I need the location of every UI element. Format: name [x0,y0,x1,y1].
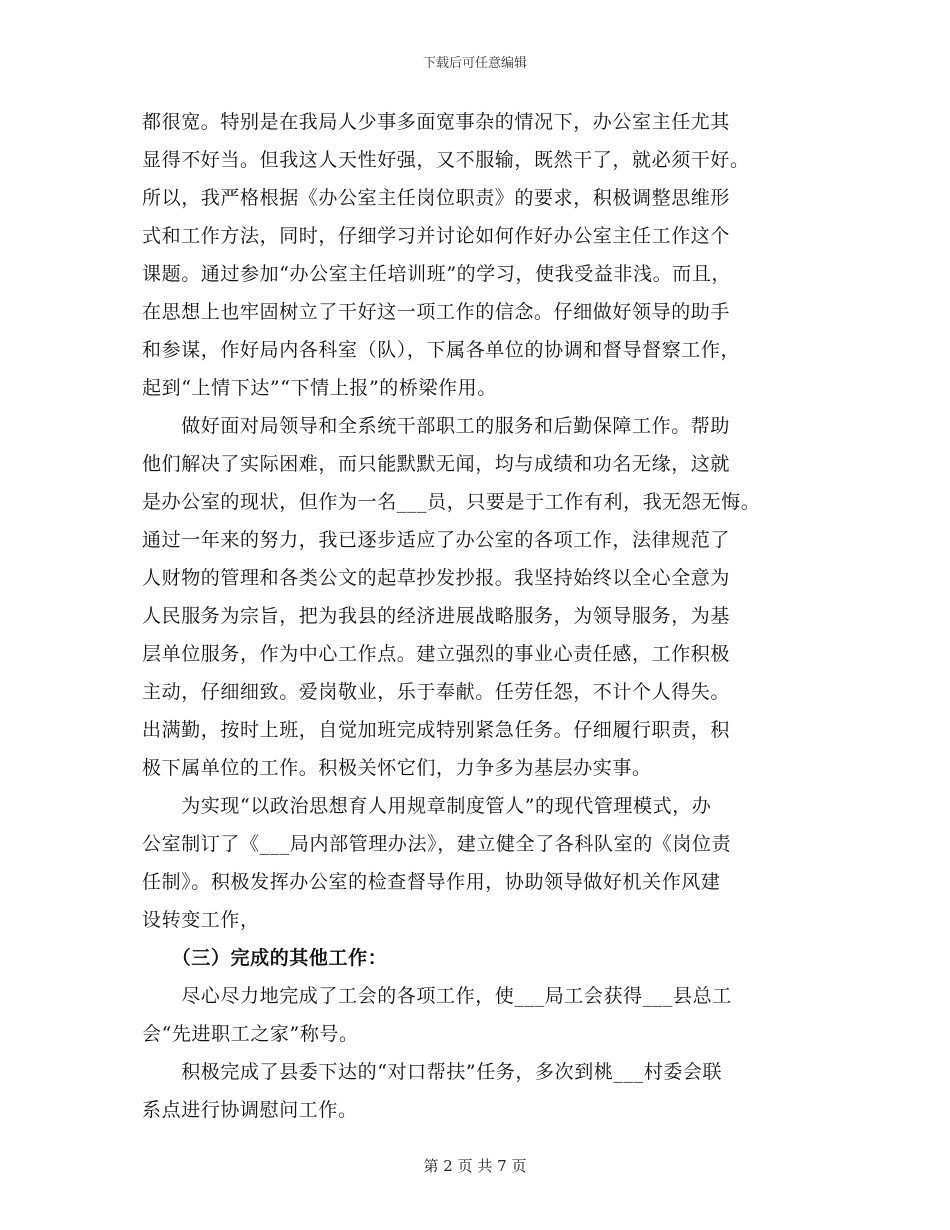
text-line: 通过一年来的努力，我已逐步适应了办公室的各项工作，法律规范了 [142,529,731,551]
text-line: 做好面对局领导和全系统干部职工的服务和后勤保障工作。帮助 [142,415,731,437]
text-line: 层单位服务，作为中心工作点。建立强烈的事业心责任感，工作积极 [142,643,731,665]
page-footer: 第 2 页 共 7 页 [423,1157,527,1175]
text-line: 他们解决了实际困难，而只能默默无闻，均与成绩和功名无缘，这就 [142,453,731,475]
text-line: 课题。通过参加“办公室主任培训班”的学习，使我受益非浅。而且， [142,263,732,285]
text-line: 尽心尽力地完成了工会的各项工作，使___局工会获得___县总工 [142,985,732,1007]
text-line: 起到“上情下达”“下情上报”的桥梁作用。 [142,377,497,399]
text-line: 任制》。积极发挥办公室的检查督导作用，协助领导做好机关作风建 [142,871,721,893]
section-heading: （三）完成的其他工作： [142,947,388,969]
text-line: 主动，仔细细致。爱岗敬业，乐于奉献。任劳任怨，不计个人得失。 [142,681,731,703]
text-line: 所以，我严格根据《办公室主任岗位职责》的要求，积极调整思维形 [142,187,731,209]
text-line: 人民服务为宗旨，把为我县的经济进展战略服务，为领导服务，为基 [142,605,731,627]
text-line: 是办公室的现状，但作为一名___员，只要是于工作有利，我无怨无悔。 [142,491,761,513]
text-line: 系点进行协调慰问工作。 [142,1099,358,1121]
text-line: 显得不好当。但我这人天性好强，又不服输，既然干了，就必须干好。 [142,149,750,171]
text-line: 人财物的管理和各类公文的起草抄发抄报。我坚持始终以全心全意为 [142,567,731,589]
text-line: 设转变工作， [142,909,260,931]
text-line: 在思想上也牢固树立了干好这一项工作的信念。仔细做好领导的助手 [142,301,731,323]
page-header: 下载后可任意编辑 [422,56,527,71]
text-line: 和参谋，作好局内各科室（队），下属各单位的协调和督导督察工作， [142,339,741,361]
document-body [142,103,814,1129]
text-line: 会“先进职工之家”称号。 [142,1023,359,1045]
text-line: 出满勤，按时上班，自觉加班完成特别紧急任务。仔细履行职责，积 [142,719,731,741]
text-line: 公室制订了《___局内部管理办法》，建立健全了各科队室的《岗位责 [142,833,732,855]
text-line: 极下属单位的工作。积极关怀它们，力争多为基层办实事。 [142,757,652,779]
text-line: 式和工作方法，同时，仔细学习并讨论如何作好办公室主任工作这个 [142,225,731,247]
text-line: 积极完成了县委下达的“对口帮扶”任务，多次到桃___村委会联 [142,1061,723,1083]
text-line: 为实现“以政治思想育人用规章制度管人”的现代管理模式，办 [142,795,712,817]
text-line: 都很宽。特别是在我局人少事多面宽事杂的情况下，办公室主任尤其 [142,111,731,133]
